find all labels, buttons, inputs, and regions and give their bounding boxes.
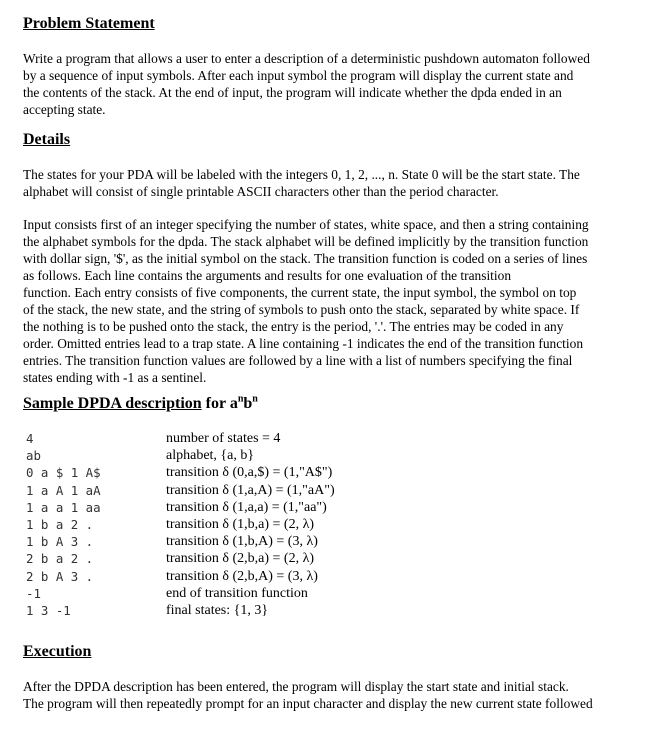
table-row <box>23 568 635 585</box>
annotation-cell: transition δ (1,a,a) = (1,"aa") <box>166 499 327 515</box>
text-line: of the stack, the new state, and the string of symbols to push onto the stack, separated by white space. If <box>23 302 580 317</box>
annotation-cell: transition δ (0,a,$) = (1,"A$") <box>166 465 333 481</box>
text-line: The program will then repeatedly prompt for an input character and display the new current state followed <box>23 696 593 711</box>
annotation-cell: transition δ (2,b,A) = (3, λ) <box>166 568 318 584</box>
sample-heading-rest: for a <box>201 395 238 412</box>
table-row <box>23 447 635 464</box>
execution-heading: Execution <box>23 643 92 660</box>
text-line: entries. The transition function values are followed by a line with a list of numbers specifying the final <box>23 353 573 368</box>
code-cell: 2 b a 2 . <box>26 551 94 567</box>
code-cell: 1 a a 1 aa <box>26 499 101 515</box>
table-row <box>23 464 635 481</box>
text-line: After the DPDA description has been entered, the program will display the start state and initial stack. <box>23 679 569 694</box>
sample-heading-superscript: n <box>252 393 258 405</box>
annotation-cell: end of transition function <box>166 585 308 601</box>
text-line: by a sequence of input symbols. After each input symbol the program will display the current state and <box>23 68 574 83</box>
code-cell: 1 b A 3 . <box>26 534 94 550</box>
text-line: Input consists first of an integer specifying the number of states, white space, and then a string containing <box>23 217 589 232</box>
text-line: order. Omitted entries lead to a trap state. A line containing -1 indicates the end of the transition function <box>23 336 584 351</box>
table-row <box>23 602 635 619</box>
table-row <box>23 516 635 533</box>
text-line: with dollar sign, '$', as the initial symbol on the stack. The transition function is coded on a series of lines <box>23 251 588 266</box>
text-line: function. Each entry consists of five components, the current state, the input symbol, the symbol on top <box>23 285 577 300</box>
table-row <box>23 499 635 516</box>
code-cell: ab <box>26 448 41 464</box>
annotation-cell: transition δ (1,a,A) = (1,"aA") <box>166 482 335 498</box>
code-cell: 2 b A 3 . <box>26 568 94 584</box>
text-line: the nothing is to be pushed onto the stack, the entry is the period, '.'. The entries may be coded in any <box>23 319 564 334</box>
annotation-cell: transition δ (1,b,a) = (2, λ) <box>166 516 315 532</box>
table-row <box>23 533 635 550</box>
sample-heading-link: Sample DPDA description <box>23 395 202 412</box>
sample-heading-superscript: n <box>237 393 244 405</box>
code-cell: 1 3 -1 <box>26 602 71 618</box>
table-row <box>23 482 635 499</box>
text-line: states ending with -1 as a sentinel. <box>23 370 207 385</box>
code-cell: 0 a $ 1 A$ <box>26 465 101 481</box>
code-cell: 4 <box>26 431 34 446</box>
annotation-cell: transition δ (1,b,A) = (3, λ) <box>166 534 318 550</box>
problem-statement-paragraph <box>23 50 635 118</box>
text-line: The states for your PDA will be labeled with the integers 0, 1, 2, ..., n. State 0 will be the start state. The <box>23 167 580 182</box>
details-paragraph-2 <box>23 216 635 386</box>
table-row <box>23 550 635 567</box>
table-row <box>23 430 635 447</box>
text-line: the alphabet symbols for the dpda. The stack alphabet will be defined implicitly by the transition function <box>23 234 589 249</box>
code-cell: -1 <box>26 585 41 601</box>
text-line: as follows. Each line contains the arguments and results for one evaluation of the transition <box>23 268 512 283</box>
details-heading: Details <box>23 131 71 148</box>
code-cell: 1 b a 2 . <box>26 516 94 532</box>
table-row <box>23 585 635 602</box>
annotation-cell: number of states = 4 <box>166 431 281 446</box>
annotation-cell: transition δ (2,b,a) = (2, λ) <box>166 551 315 567</box>
text-line: alphabet will consist of single printable ASCII characters other than the period character. <box>23 184 499 199</box>
text-line: Write a program that allows a user to enter a description of a deterministic pushdown automaton followed <box>23 51 590 66</box>
sample-heading-b: b <box>243 395 253 412</box>
sample-heading <box>23 394 258 414</box>
execution-paragraph <box>23 678 635 712</box>
code-cell: 1 a A 1 aA <box>26 482 101 498</box>
annotation-cell: final states: {1, 3} <box>166 602 269 618</box>
details-paragraph-1 <box>23 166 635 200</box>
text-line: the contents of the stack. At the end of input, the program will indicate whether the dpda ended in an <box>23 85 562 100</box>
annotation-cell: alphabet, {a, b} <box>166 448 255 464</box>
text-line: accepting state. <box>23 102 106 117</box>
problem-statement-heading: Problem Statement <box>23 15 155 32</box>
dpda-sample-table <box>23 430 635 619</box>
